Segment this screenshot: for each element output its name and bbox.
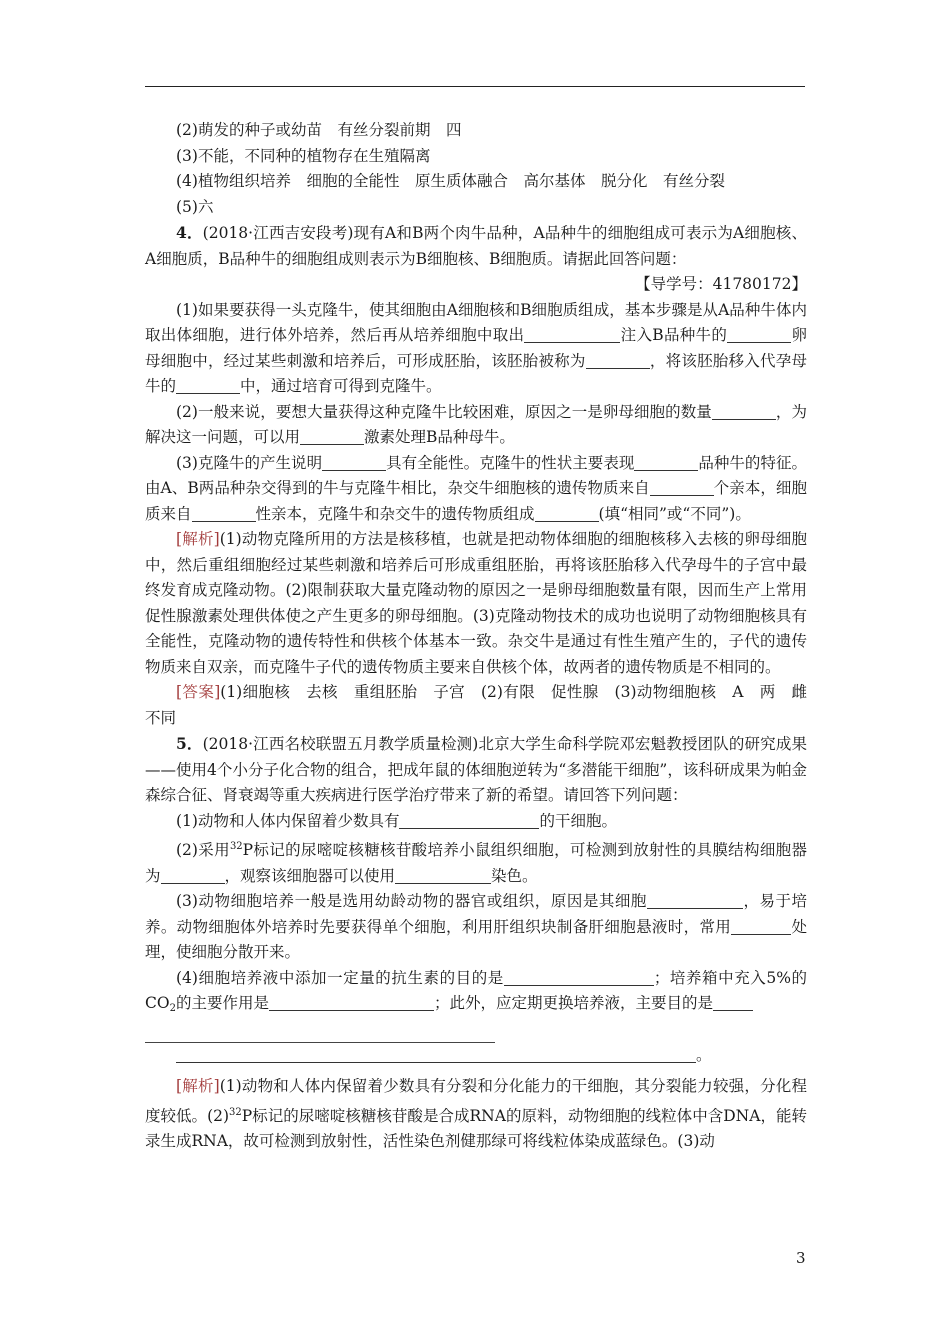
question-5-part-3: (3)动物细胞培养一般是选用幼龄动物的器官或组织，原因是其细胞 ，易于培养。动物细胞体外培养时先要获得单个细胞，利用肝组织块制备肝细胞悬液时，常用 处理，使细胞分散开来。 (145, 892, 807, 961)
answer-blank[interactable] (713, 994, 753, 1011)
answer-blank[interactable] (161, 867, 225, 884)
question-4-stem: 4．(2018·江西吉安段考)现有A和B两个肉牛品种，A品种牛的细胞组成可表示为A细胞核、A细胞质，B品种牛的细胞组成则表示为B细胞核、B细胞质。请据此回答问题： (145, 223, 807, 268)
answer-blank[interactable] (192, 505, 256, 522)
prev-answer-line-5: (5)六 (176, 197, 214, 216)
answer-blank[interactable] (176, 1046, 696, 1063)
header-rule (145, 86, 805, 87)
prev-answer-line-3: (3)不能，不同种的植物存在生殖隔离 (176, 146, 431, 165)
answer-blank[interactable] (647, 892, 743, 909)
answer-blank-line[interactable] (145, 1022, 495, 1043)
answer-blank[interactable] (395, 867, 491, 884)
guide-number: 【导学号：41780172】 (635, 275, 807, 293)
answer-blank[interactable] (176, 377, 240, 394)
question-5-analysis: [解析](1)动物和人体内保留着少数具有分裂和分化能力的干细胞，其分裂能力较强，分化程度较低。$(2)^{32}P$标记的尿嘧啶核糖核苷酸是合成RNA的原料，动物细胞的线粒体中含DNA，能转录生成RNA，故可检测到放射性，活性染色剂健那绿可将线粒体染成蓝绿色。(3)动 (145, 1077, 807, 1150)
answer-blank[interactable] (634, 454, 698, 471)
question-5-part-4-end: 。 (145, 1043, 807, 1069)
answer-blank[interactable] (650, 479, 714, 496)
prev-answer-line-4: (4)植物组织培养 细胞的全能性 原生质体融合 高尔基体 脱分化 有丝分裂 (176, 172, 725, 190)
question-4-number: 4． (176, 223, 203, 242)
question-5-number: 5． (176, 734, 203, 753)
answer-tag: [答案] (176, 683, 221, 701)
question-4-analysis: [解析](1)动物克隆所用的方法是核移植，也就是把动物体细胞的细胞核移入去核的卵母细胞中，然后重组细胞经过某些刺激和培养后可形成重组胚胎，再将该胚胎移入代孕母牛的子宫中最终发育成克隆动物。(2)限制获取大量克隆动物的原因之一是卵母细胞数量有限，因而生产上常用促性腺激素处理供体使之产生更多的卵母细胞。(3)克隆动物技术的成功也说明了动物细胞核具有全能性，克隆动物的遗传特性和供核个体基本一致。杂交牛是通过有性生殖产生的，子代的遗传物质来自双亲，而克隆牛子代的遗传物质主要来自供核个体，故两者的遗传物质是不相同的。 (145, 530, 807, 676)
answer-blank[interactable] (322, 454, 386, 471)
question-5-part-4: (4)细胞培养液中添加一定量的抗生素的目的是 ；培养箱中充入5%的$CO_2$的主要作用是 ；此外，应定期更换培养液，主要目的是 (145, 968, 807, 1014)
answer-blank[interactable] (727, 326, 791, 343)
analysis-tag: [解析] (176, 530, 220, 548)
answer-blank[interactable] (399, 812, 539, 829)
page-number: 3 (796, 1249, 806, 1267)
answer-blank[interactable] (535, 505, 599, 522)
document-body (145, 118, 823, 1155)
analysis-tag: [解析] (176, 1077, 220, 1095)
prev-answer-line-2: (2)萌发的种子或幼苗 有丝分裂前期 四 (176, 121, 462, 139)
question-4-part-1: (1)如果要获得一头克隆牛，使其细胞由A细胞核和B细胞质组成，基本步骤是从A品种牛体内取出体细胞，进行体外培养，然后再从培养细胞中取出 注入B品种牛的 卵母细胞中，经过某些刺激和培养后，可形成胚胎，该胚胎被称为 ，将该胚胎移入代孕母牛的 中，通过培育可得到克隆牛。 (145, 300, 807, 395)
question-5-stem: 5．(2018·江西名校联盟五月教学质量检测)北京大学生命科学院邓宏魁教授团队的研究成果——使用4个小分子化合物的组合，把成年鼠的体细胞逆转为“多潜能干细胞”，该科研成果为帕金森综合征、肾衰竭等重大疾病进行医学治疗带来了新的希望。请回答下列问题： (145, 734, 807, 804)
answer-blank[interactable] (731, 918, 791, 935)
answer-blank[interactable] (586, 352, 650, 369)
question-4-part-3: (3)克隆牛的产生说明 具有全能性。克隆牛的性状主要表现 品种牛的特征。由A、B两品种杂交得到的牛与克隆牛相比，杂交牛细胞核的遗传物质来自 个亲本，细胞质来自 性亲本，克隆牛和杂交牛的遗传物质组成 (填“相同”或“不同”)。 (145, 453, 807, 523)
question-5-part-2: (2)采用$^{32}$P标记的尿嘧啶核糖核苷酸培养小鼠组织细胞，可检测到放射性的具膜结构细胞器为 ，观察该细胞器可以使用 染色。 (145, 841, 807, 885)
answer-blank[interactable] (712, 403, 776, 420)
answer-blank[interactable] (269, 994, 434, 1011)
answer-blank[interactable] (524, 326, 620, 343)
question-4-answer: [答案](1)细胞核 去核 重组胚胎 子宫 (2)有限 促性腺 (3)动物细胞核 A 两 雌 不同 (145, 683, 823, 727)
answer-blank[interactable] (300, 428, 364, 445)
answer-blank[interactable] (504, 969, 654, 986)
question-4-part-2: (2)一般来说，要想大量获得这种克隆牛比较困难，原因之一是卵母细胞的数量 ，为解决这一问题，可以用 激素处理B品种母牛。 (145, 402, 807, 446)
question-5-part-1: (1)动物和人体内保留着少数具有 的干细胞。 (176, 811, 617, 830)
